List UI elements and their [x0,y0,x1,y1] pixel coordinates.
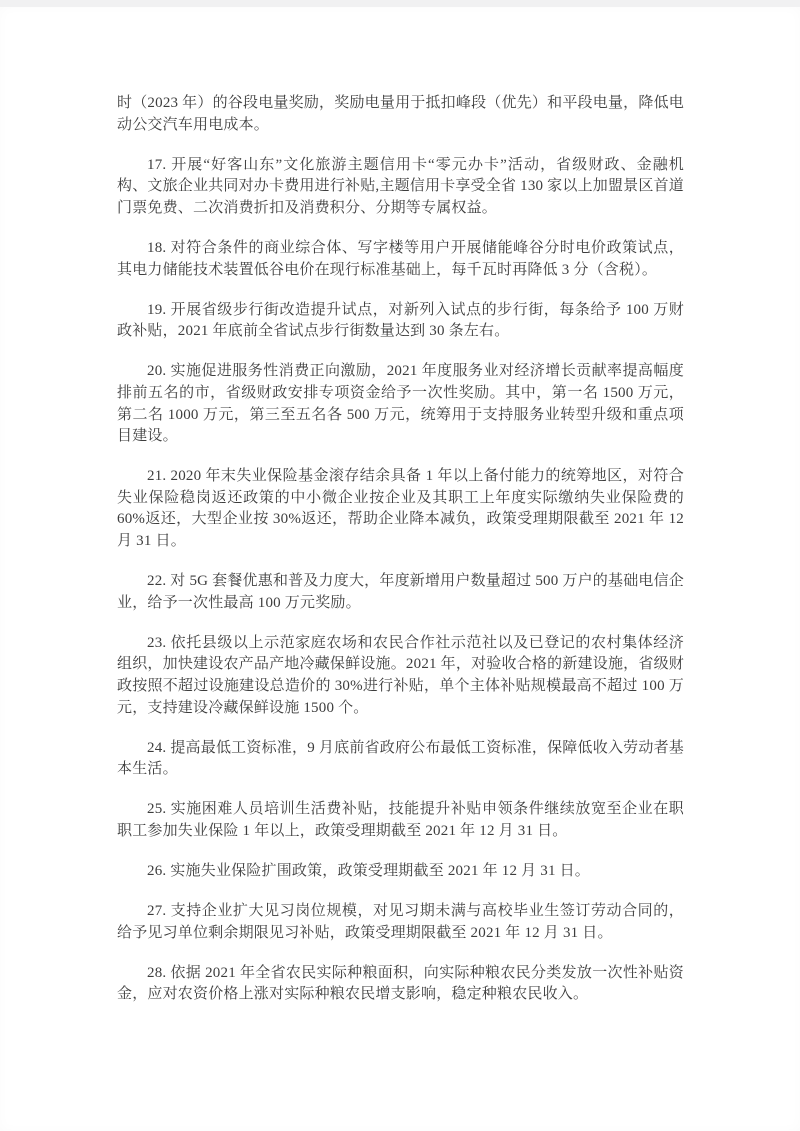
paragraph-item-17: 17. 开展“好客山东”文化旅游主题信用卡“零元办卡”活动，省级财政、金融机构、文旅企业共同对办卡费用进行补贴,主题信用卡享受全省 130 家以上加盟景区首道门票免费、二次消费折扣及消费积分、分期等专属权益。 [117,156,684,216]
paragraph-item-19: 19. 开展省级步行街改造提升试点，对新列入试点的步行街，每条给予 100 万财政补贴，2021 年底前全省试点步行街数量达到 30 条左右。 [117,301,684,340]
paragraph-item-27: 27. 支持企业扩大见习岗位规模，对见习期未满与高校毕业生签订劳动合同的，给予见习单位剩余期限见习补贴，政策受理期限截至 2021 年 12 月 31 日。 [117,903,684,941]
paragraph-item-25: 25. 实施困难人员培训生活费补贴，技能提升补贴申领条件继续放宽至企业在职职工参加失业保险 1 年以上，政策受理期截至 2021 年 12 月 31 日。 [117,801,684,839]
paragraph-item-18: 18. 对符合条件的商业综合体、写字楼等用户开展储能峰谷分时电价政策试点，其电力储能技术装置低谷电价在现行标准基础上，每千瓦时再降低 3 分（含税）。 [117,239,684,278]
paragraph-item-26: 26. 实施失业保险扩围政策，政策受理期截至 2021 年 12 月 31 日。 [147,863,591,880]
paragraph-item-28: 28. 依据 2021 年全省农民实际种粮面积，向实际种粮农民分类发放一次性补贴资金，应对农资价格上涨对实际种粮农民增支影响，稳定种粮农民收入。 [117,964,684,1003]
paragraph-item-22: 22. 对 5G 套餐优惠和普及力度大，年度新增用户数量超过 500 万户的基础电信企业，给予一次性最高 100 万元奖励。 [117,573,684,611]
paragraph-item-21: 21. 2020 年末失业保险基金滚存结余具备 1 年以上备付能力的统筹地区，对符合失业保险稳岗返还政策的中小微企业按企业及其职工上年度实际缴纳失业保险费的 60%返还，大型企业按 30%返还，帮助企业降本减负，政策受理期限截至 2021 年 12 月 31 日。 [117,468,684,549]
paragraph-item-24: 24. 提高最低工资标准，9 月底前省政府公布最低工资标准，保障低收入劳动者基本生活。 [117,739,684,778]
document-page [0,7,800,1131]
paragraph-continuation: 时（2023 年）的谷段电量奖励，奖励电量用于抵扣峰段（优先）和平段电量，降低电动公交汽车用电成本。 [117,95,684,133]
document-text-block [117,93,684,1025]
paragraph-item-23: 23. 依托县级以上示范家庭农场和农民合作社示范社以及已登记的农村集体经济组织，加快建设农产品产地冷藏保鲜设施。2021 年，对验收合格的新建设施，省级财政按照不超过设施建设总造价的 30%进行补贴，单个主体补贴规模最高不超过 100 万元，支持建设冷藏保鲜设施 1500 个。 [117,634,684,716]
paragraph-item-20: 20. 实施促进服务性消费正向激励，2021 年度服务业对经济增长贡献率提高幅度排前五名的市，省级财政安排专项资金给予一次性奖励。其中，第一名 1500 万元，第二名 1000 万元，第三至五名各 500 万元，统筹用于支持服务业转型升级和重点项目建设。 [117,363,684,445]
